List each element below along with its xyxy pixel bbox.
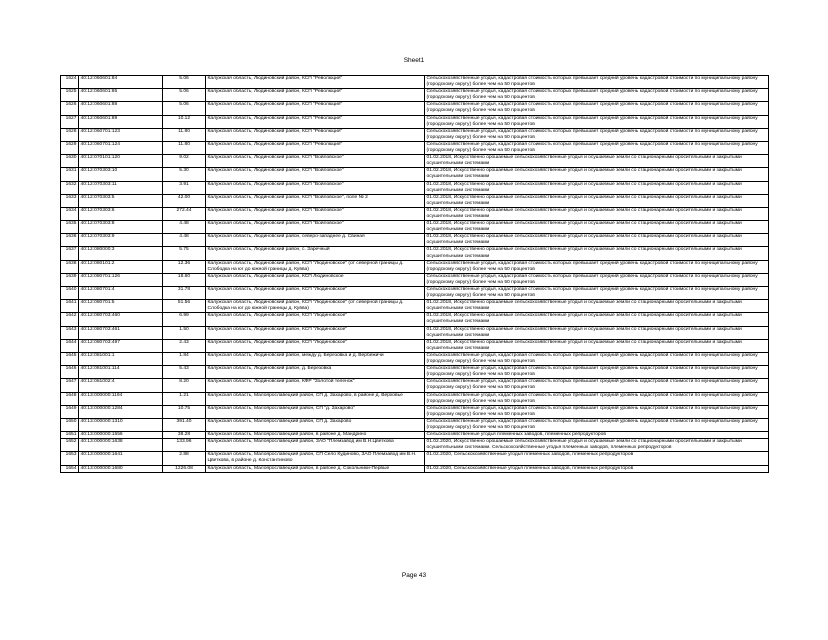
cadastral-number-cell: 40:12:081001:114 (79, 366, 163, 379)
cadastral-number-cell: 40:12:080703:497 (79, 339, 163, 352)
table-row (61, 352, 769, 365)
row-number-cell: 1626 (61, 102, 79, 115)
category-cell: 01.02.2018, Искусственно орошаемые сельскохозяйственные угодья и осушаемые земли со стационарными оросительными и закрытыми осушительными системами (425, 181, 769, 194)
category-cell: Сельскохозяйственные угодья, кадастровая стоимость которых превышает средний уровень кадастровой стоимости по муниципальному району (городскому округу) более чем на 50 процентов (425, 102, 769, 115)
cadastral-number-cell: 40:12:070303:11 (79, 181, 163, 194)
cadastral-number-cell: 40:12:060701:123 (79, 128, 163, 141)
area-cell: 5.30 (163, 168, 206, 181)
area-cell: 391.40 (163, 418, 206, 431)
table-body (61, 76, 769, 473)
table-row (61, 439, 769, 452)
area-cell: 12.36 (163, 260, 206, 273)
cadastral-number-cell: 40:13:000000:1284 (79, 405, 163, 418)
table-row (61, 366, 769, 379)
table-row (61, 273, 769, 286)
cadastral-number-cell: 40:12:060701:124 (79, 141, 163, 154)
row-number-cell: 1650 (61, 418, 79, 431)
area-cell: 11.80 (163, 128, 206, 141)
cadastral-number-cell: 40:12:080703:461 (79, 326, 163, 339)
category-cell: 01.02.2018, Искусственно орошаемые сельскохозяйственные угодья и осушаемые земли со стационарными оросительными и закрытыми осушительными системами (425, 155, 769, 168)
table-row (61, 326, 769, 339)
row-number-cell: 1652 (61, 439, 79, 452)
area-cell: 3.91 (163, 181, 206, 194)
area-cell: 18.60 (163, 273, 206, 286)
cadastral-number-cell: 40:12:070303:5 (79, 194, 163, 207)
category-cell: 01.02.2018, Искусственно орошаемые сельскохозяйственные угодья и осушаемые земли со стационарными оросительными и закрытыми осушительными системами (425, 326, 769, 339)
table-row (61, 141, 769, 154)
table-row (61, 168, 769, 181)
category-cell: Сельскохозяйственные угодья, кадастровая стоимость которых превышает средний уровень кадастровой стоимости по муниципальному району (городскому округу) более чем на 50 процентов (425, 128, 769, 141)
table-row (61, 155, 769, 168)
category-cell: 01.02.2018, Искусственно орошаемые сельскохозяйственные угодья и осушаемые земли со стационарными оросительными и закрытыми осушительными системами (425, 207, 769, 220)
table-row (61, 76, 769, 89)
category-cell: Сельскохозяйственные угодья, кадастровая стоимость которых превышает средний уровень кадастровой стоимости по муниципальному району (городскому округу) более чем на 50 процентов (425, 141, 769, 154)
cadastral-number-cell: 40:12:080701:4 (79, 287, 163, 300)
address-cell: Калужская область, Людиновский район, КСП "Революция" (206, 89, 425, 102)
area-cell: 38.28 (163, 432, 206, 439)
row-number-cell: 1637 (61, 247, 79, 260)
table-row (61, 260, 769, 273)
cadastral-number-cell: 40:12:080000:3 (79, 247, 163, 260)
address-cell: Калужская область, Людиновский район, КСП "Людиновское" (от северной границы д. Слободка на юг до южной границы д. Кувва) (206, 260, 425, 273)
category-cell: Сельскохозяйственные угодья, кадастровая стоимость которых превышает средний уровень кадастровой стоимости по муниципальному району (городскому округу) более чем на 50 процентов (425, 366, 769, 379)
table-row (61, 432, 769, 439)
area-cell: 42.00 (163, 194, 206, 207)
address-cell: Калужская область, Людиновский район, КСП "Революция" (206, 102, 425, 115)
table-row (61, 339, 769, 352)
area-cell: 1.84 (163, 352, 206, 365)
table-row (61, 287, 769, 300)
area-cell: 6.99 (163, 313, 206, 326)
row-number-cell: 1639 (61, 273, 79, 286)
area-cell: 4.48 (163, 234, 206, 247)
address-cell: Калужская область, Людиновский район, КСП "Людиновское" (от северной границы д. Слободка на юг до южной границы д. Кувва) (206, 300, 425, 313)
category-cell: 01.02.2018, Искусственно орошаемые сельскохозяйственные угодья и осушаемые земли со стационарными оросительными и закрытыми осушительными системами (425, 221, 769, 234)
cadastral-number-cell: 40:13:000000:1680 (79, 465, 163, 472)
row-number-cell: 1630 (61, 155, 79, 168)
table-row (61, 194, 769, 207)
address-cell: Калужская область, Людиновский район, КСП "Войловское" (206, 155, 425, 168)
area-cell: 8.20 (163, 379, 206, 392)
category-cell: Сельскохозяйственные угодья, кадастровая стоимость которых превышает средний уровень кадастровой стоимости по муниципальному району (городскому округу) более чем на 50 процентов (425, 260, 769, 273)
address-cell: Калужская область, Людиновский район, КСП "Людиновское" (206, 313, 425, 326)
row-number-cell: 1641 (61, 300, 79, 313)
table-row (61, 418, 769, 431)
cadastral-number-cell: 40:13:000000:1194 (79, 392, 163, 405)
category-cell: 01.02.2018, Искусственно орошаемые сельскохозяйственные угодья и осушаемые земли со стационарными оросительными и закрытыми осушительными системами (425, 194, 769, 207)
cadastral-number-cell: 40:13:000000:1641 (79, 452, 163, 465)
cadastral-number-cell: 40:12:081002:4 (79, 379, 163, 392)
cadastral-number-cell: 40:12:060601:84 (79, 76, 163, 89)
category-cell: 01.02.2020, Сельскохозяйственные угодья племенных заводов, племенных репродукторов (425, 465, 769, 472)
address-cell: Калужская область, Людиновский район, КСП "Людиновское" (206, 339, 425, 352)
category-cell: 01.02.2018, Искусственно орошаемые сельскохозяйственные угодья и осушаемые земли со стационарными оросительными и закрытыми осушительными системами (425, 247, 769, 260)
cadastral-number-cell: 40:12:070303:9 (79, 234, 163, 247)
address-cell: Калужская область, Малоярославецкий район, СП д. Захарово, в районе д. Верховье (206, 392, 425, 405)
area-cell: 1226.08 (163, 465, 206, 472)
cadastral-number-cell: 40:12:060601:89 (79, 115, 163, 128)
address-cell: Калужская область, Малоярославецкий район, СП Село Кудиново, ЗАО Племзавод им В.Н. Цветкова, в районе д. Константиново (206, 452, 425, 465)
row-number-cell: 1643 (61, 326, 79, 339)
row-number-cell: 1647 (61, 379, 79, 392)
table-row (61, 102, 769, 115)
area-cell: 9.02 (163, 155, 206, 168)
address-cell: Калужская область, Людиновский район, КСП "Революция" (206, 76, 425, 89)
address-cell: Калужская область, Людиновский район, КСП "Войловское" (206, 168, 425, 181)
table-row (61, 300, 769, 313)
row-number-cell: 1651 (61, 432, 79, 439)
address-cell: Калужская область, Малоярославецкий район, в районе д. Сокольники-Первые (206, 465, 425, 472)
category-cell: Сельскохозяйственные угодья племенных заводов, племенных репродукторов (425, 432, 769, 439)
table-row (61, 207, 769, 220)
category-cell: 01.02.2018, Искусственно орошаемые сельскохозяйственные угодья и осушаемые земли со стационарными оросительными и закрытыми осушительными системами (425, 339, 769, 352)
address-cell: Калужская область, Людиновский район, северо-западнее д. Свиная (206, 234, 425, 247)
table-row (61, 128, 769, 141)
address-cell: Калужская область, Людиновский район, КСП "Войловское" (206, 181, 425, 194)
row-number-cell: 1642 (61, 313, 79, 326)
area-cell: 5.75 (163, 247, 206, 260)
category-cell: 01.02.2018, Искусственно орошаемые сельскохозяйственные угодья и осушаемые земли со стационарными оросительными и закрытыми осушительными системами (425, 313, 769, 326)
address-cell: Калужская область, Людиновский район, КСП Людиновское (206, 273, 425, 286)
area-cell: 133.96 (163, 439, 206, 452)
category-cell: Сельскохозяйственные угодья, кадастровая стоимость которых превышает средний уровень кадастровой стоимости по муниципальному району (городскому округу) более чем на 50 процентов (425, 352, 769, 365)
table-row (61, 379, 769, 392)
address-cell: Калужская область, Малоярославецкий район, в районе д. Мандрино (206, 432, 425, 439)
row-number-cell: 1631 (61, 168, 79, 181)
address-cell: Калужская область, Людиновский район, между д. Березовка и д. Вербежичи (206, 352, 425, 365)
address-cell: Калужская область, Людиновский район, КСП "Войловское", поле № 2 (206, 194, 425, 207)
address-cell: Калужская область, Людиновский район, КСП "Войловское" (206, 221, 425, 234)
cadastral-number-cell: 40:12:070303:10 (79, 168, 163, 181)
row-number-cell: 1632 (61, 181, 79, 194)
table-row (61, 313, 769, 326)
address-cell: Калужская область, Малоярославецкий район, ЗАО "Племзавод им В.Н.Цветкова (206, 439, 425, 452)
table-row (61, 234, 769, 247)
area-cell: 2.43 (163, 339, 206, 352)
row-number-cell: 1646 (61, 366, 79, 379)
cadastral-number-cell: 40:12:070101:120 (79, 155, 163, 168)
row-number-cell: 1645 (61, 352, 79, 365)
row-number-cell: 1633 (61, 194, 79, 207)
table-row (61, 89, 769, 102)
row-number-cell: 1624 (61, 76, 79, 89)
address-cell: Калужская область, Людиновский район, д. Березовка (206, 366, 425, 379)
category-cell: Сельскохозяйственные угодья, кадастровая стоимость которых превышает средний уровень кадастровой стоимости по муниципальному району (городскому округу) более чем на 50 процентов (425, 287, 769, 300)
row-number-cell: 1628 (61, 128, 79, 141)
row-number-cell: 1625 (61, 89, 79, 102)
category-cell: Сельскохозяйственные угодья, кадастровая стоимость которых превышает средний уровень кадастровой стоимости по муниципальному району (городскому округу) более чем на 50 процентов (425, 379, 769, 392)
row-number-cell: 1629 (61, 141, 79, 154)
cadastral-number-cell: 40:13:000000:1310 (79, 418, 163, 431)
cadastral-table (60, 75, 769, 473)
row-number-cell: 1648 (61, 392, 79, 405)
area-cell: 10.12 (163, 115, 206, 128)
address-cell: Калужская область, Людиновский район, КСП "Революция" (206, 141, 425, 154)
address-cell: Калужская область, Людиновский район, КСП "Революция" (206, 115, 425, 128)
category-cell: 01.02.2018, Искусственно орошаемые сельскохозяйственные угодья и осушаемые земли со стационарными оросительными и закрытыми осушительными системами (425, 168, 769, 181)
area-cell: 10.75 (163, 405, 206, 418)
row-number-cell: 1653 (61, 452, 79, 465)
cadastral-number-cell: 40:12:080701:126 (79, 273, 163, 286)
address-cell: Калужская область, Малоярославецкий район, СП "д. Захарово" (206, 405, 425, 418)
area-cell: 11.80 (163, 141, 206, 154)
cadastral-number-cell: 40:12:080703:460 (79, 313, 163, 326)
row-number-cell: 1636 (61, 234, 79, 247)
cadastral-number-cell: 40:12:070303:6 (79, 207, 163, 220)
category-cell: Сельскохозяйственные угодья, кадастровая стоимость которых превышает средний уровень кадастровой стоимости по муниципальному району (городскому округу) более чем на 50 процентов (425, 76, 769, 89)
area-cell: 1.21 (163, 392, 206, 405)
address-cell: Калужская область, Людиновский район, КСП "Людиновское" (206, 287, 425, 300)
table-row (61, 405, 769, 418)
category-cell: Сельскохозяйственные угодья, кадастровая стоимость которых превышает средний уровень кадастровой стоимости по муниципальному району (городскому округу) более чем на 50 процентов (425, 115, 769, 128)
row-number-cell: 1627 (61, 115, 79, 128)
area-cell: 5.06 (163, 102, 206, 115)
row-number-cell: 1634 (61, 207, 79, 220)
row-number-cell: 1635 (61, 221, 79, 234)
sheet-title: Sheet1 (403, 57, 425, 64)
cadastral-number-cell: 40:12:080101:2 (79, 260, 163, 273)
area-cell: 5.43 (163, 366, 206, 379)
cadastral-number-cell: 40:12:081001:1 (79, 352, 163, 365)
address-cell: Калужская область, Людиновский район, КФР "Золотой теленок" (206, 379, 425, 392)
row-number-cell: 1654 (61, 465, 79, 472)
area-cell: 1.50 (163, 326, 206, 339)
cadastral-number-cell: 40:12:060601:85 (79, 89, 163, 102)
cadastral-number-cell: 40:13:000000:1638 (79, 439, 163, 452)
category-cell: Сельскохозяйственные угодья, кадастровая стоимость которых превышает средний уровень кадастровой стоимости по муниципальному району (городскому округу) более чем на 50 процентов (425, 89, 769, 102)
category-cell: Сельскохозяйственные угодья, кадастровая стоимость которых превышает средний уровень кадастровой стоимости по муниципальному району (городскому округу) более чем на 50 процентов (425, 418, 769, 431)
row-number-cell: 1640 (61, 287, 79, 300)
address-cell: Калужская область, Людиновский район, КСП "Людиновское" (206, 326, 425, 339)
area-cell: 4.48 (163, 221, 206, 234)
table-row (61, 181, 769, 194)
area-cell: 31.78 (163, 287, 206, 300)
address-cell: Калужская область, Людиновский район, КСП "Революция" (206, 128, 425, 141)
area-cell: 51.56 (163, 300, 206, 313)
row-number-cell: 1638 (61, 260, 79, 273)
table-row (61, 465, 769, 472)
category-cell: 01.02.2020, Искусственно орошаемые сельскохозяйственные угодья и осушаемые земли со стационарными оросительными и закрытыми осушительными системами. Сельскохозяйственные угодья племенных заводов, племенных репродукторов (425, 439, 769, 452)
address-cell: Калужская область, Малоярославецкий район, СП д. Захарово (206, 418, 425, 431)
category-cell: 01.02.2018, Искусственно орошаемые сельскохозяйственные угодья и осушаемые земли со стационарными оросительными и закрытыми осушительными системами (425, 234, 769, 247)
table-row (61, 452, 769, 465)
row-number-cell: 1649 (61, 405, 79, 418)
category-cell: Сельскохозяйственные угодья, кадастровая стоимость которых превышает средний уровень кадастровой стоимости по муниципальному району (городскому округу) более чем на 50 процентов (425, 405, 769, 418)
cadastral-number-cell: 40:13:000000:1556 (79, 432, 163, 439)
category-cell: 01.02.2018, Искусственно орошаемые сельскохозяйственные угодья и осушаемые земли со стационарными оросительными и закрытыми осушительными системами (425, 300, 769, 313)
row-number-cell: 1644 (61, 339, 79, 352)
cadastral-number-cell: 40:12:070303:8 (79, 221, 163, 234)
table-row (61, 221, 769, 234)
cadastral-number-cell: 40:12:080701:5 (79, 300, 163, 313)
area-cell: 5.06 (163, 76, 206, 89)
table-row (61, 115, 769, 128)
area-cell: 2.88 (163, 452, 206, 465)
area-cell: 272.44 (163, 207, 206, 220)
category-cell: 01.02.2020, Сельскохозяйственные угодья племенных заводов, племенных репродукторов (425, 452, 769, 465)
category-cell: Сельскохозяйственные угодья, кадастровая стоимость которых превышает средний уровень кадастровой стоимости по муниципальному району (городскому округу) более чем на 50 процентов (425, 392, 769, 405)
table-row (61, 392, 769, 405)
area-cell: 5.06 (163, 89, 206, 102)
page-number: Page 43 (401, 572, 427, 579)
category-cell: Сельскохозяйственные угодья, кадастровая стоимость которых превышает средний уровень кадастровой стоимости по муниципальному району (городскому округу) более чем на 50 процентов (425, 273, 769, 286)
address-cell: Калужская область, Людиновский район, с. Заречный (206, 247, 425, 260)
address-cell: Калужская область, Людиновский район, КСП "Войловское" (206, 207, 425, 220)
cadastral-number-cell: 40:12:060601:88 (79, 102, 163, 115)
table-row (61, 247, 769, 260)
